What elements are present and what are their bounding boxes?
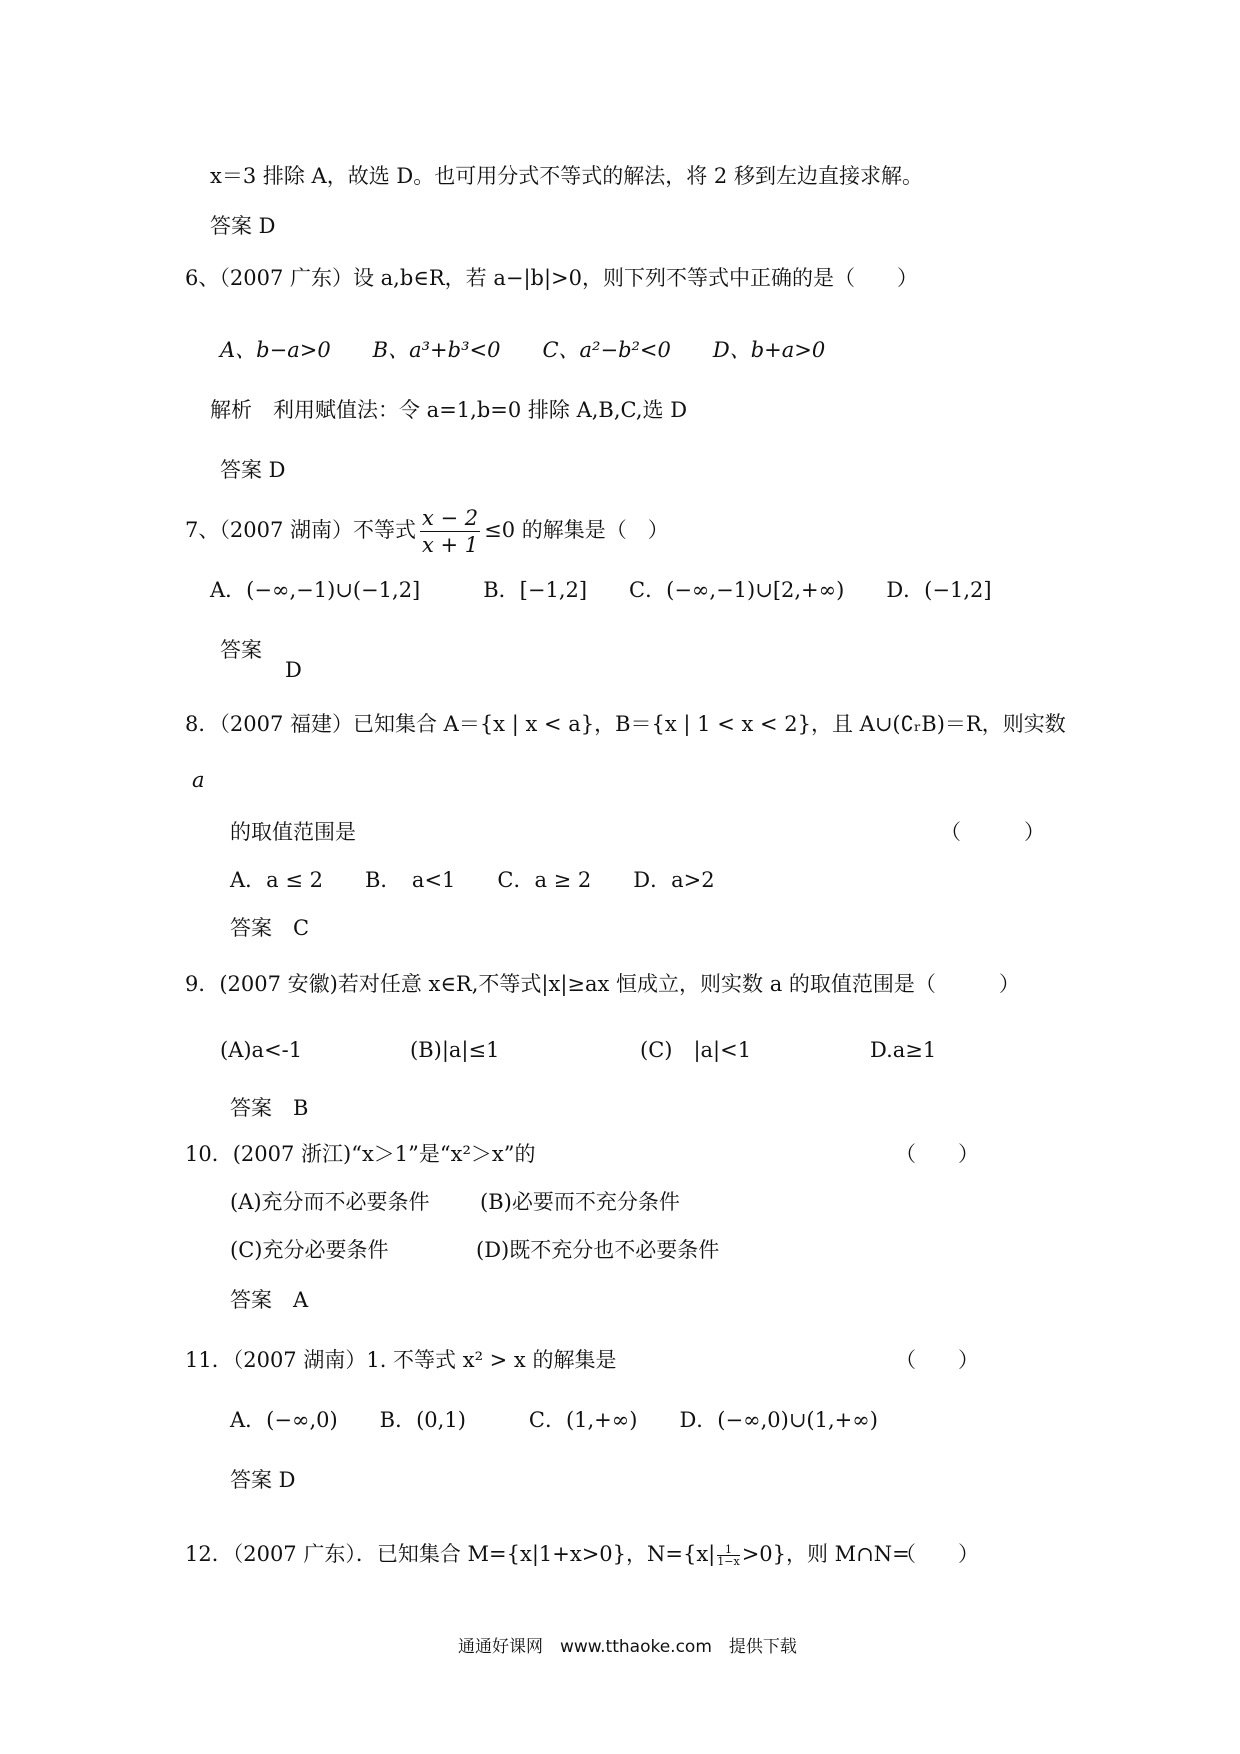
text-line-0: x＝3 排除 A，故选 D。也可用分式不等式的解法，将 2 移到左边直接求解。 (210, 164, 923, 188)
question-10-option-d: (D)既不充分也不必要条件 (476, 1238, 720, 1262)
question-10-option-a: (A)充分而不必要条件 (230, 1190, 430, 1214)
page-footer: 通通好课网 www.tthaoke.com 提供下载 (458, 1637, 797, 1657)
question-8-range-label: 的取值范围是 (230, 820, 356, 844)
question-7-fraction (420, 505, 480, 558)
answer-line-0: 答案 D (210, 214, 276, 238)
question-10-option-c: (C)充分必要条件 (230, 1238, 389, 1262)
question-8-stem: 8．（2007 福建）已知集合 A＝{x | x < a}，B＝{x | 1 < x < 2}，且 A∪(∁ᵣB)＝R，则实数 (185, 712, 1066, 736)
question-8-variable: a (192, 768, 205, 792)
question-10-answer: 答案 A (230, 1288, 309, 1312)
question-7-options: A．(−∞,−1)∪(−1,2] B．[−1,2] C．(−∞,−1)∪[2,+∞) D．(−1,2] (210, 578, 992, 602)
question-12-fraction (717, 1544, 739, 1567)
question-7-stem (185, 500, 669, 560)
question-11-answer: 答案 D (230, 1468, 296, 1492)
question-12-suffix: >0}，则 M∩N= (741, 1542, 910, 1566)
question-8-options: A．a ≤ 2 B． a<1 C．a ≥ 2 D．a>2 (230, 868, 715, 892)
question-7-suffix: ≤0 的解集是（ ） (484, 518, 669, 542)
question-9-option-d: D.a≥1 (870, 1038, 937, 1062)
question-12-numerator: 1 (717, 1544, 739, 1556)
question-8-answer: 答案 C (230, 916, 310, 940)
question-8-paren: （ ） (940, 820, 1045, 844)
question-10-option-b: (B)必要而不充分条件 (480, 1190, 680, 1214)
question-11-options: A．(−∞,0) B．(0,1) C．(1,+∞) D．(−∞,0)∪(1,+∞) (230, 1408, 878, 1432)
question-9-stem: 9．(2007 安徽)若对任意 x∈R,不等式|x|≥ax 恒成立，则实数 a 的取值范围是（ ） (185, 972, 1020, 996)
question-9-option-b: (B)|a|≤1 (410, 1038, 500, 1062)
question-6-stem: 6、（2007 广东）设 a,b∈R，若 a−|b|>0，则下列不等式中正确的是（ ） (185, 266, 918, 290)
question-12-denominator: 1−x (717, 1555, 740, 1568)
question-11-paren: （ ） (895, 1348, 979, 1372)
question-7-answer-value: D (285, 658, 302, 682)
question-10-paren: （ ） (895, 1142, 979, 1166)
question-9-option-c: (C) |a|<1 (640, 1038, 752, 1062)
question-6-answer: 答案 D (220, 458, 286, 482)
question-9-option-a: (A)a<-1 (220, 1038, 303, 1062)
question-7-denominator: x + 1 (421, 533, 479, 557)
question-6-options: A、b−a>0 B、a³+b³<0 C、a²−b²<0 D、b+a>0 (220, 338, 826, 362)
question-7-prefix: 7、（2007 湖南）不等式 (185, 518, 416, 542)
question-6-analysis: 解析 利用赋值法：令 a=1,b=0 排除 A,B,C,选 D (210, 398, 688, 422)
question-12-stem (185, 1540, 910, 1568)
question-9-answer: 答案 B (230, 1096, 309, 1120)
question-7-numerator: x − 2 (421, 506, 479, 530)
question-11-stem: 11．（2007 湖南）1. 不等式 x² > x 的解集是 (185, 1348, 617, 1372)
question-7-answer-label: 答案 (220, 638, 262, 662)
question-12-paren: （ ） (895, 1542, 979, 1566)
question-12-prefix: 12．（2007 广东）．已知集合 M={x|1+x>0}，N={x| (185, 1542, 716, 1566)
question-10-stem: 10．(2007 浙江)“x＞1”是“x²＞x”的 (185, 1142, 536, 1166)
